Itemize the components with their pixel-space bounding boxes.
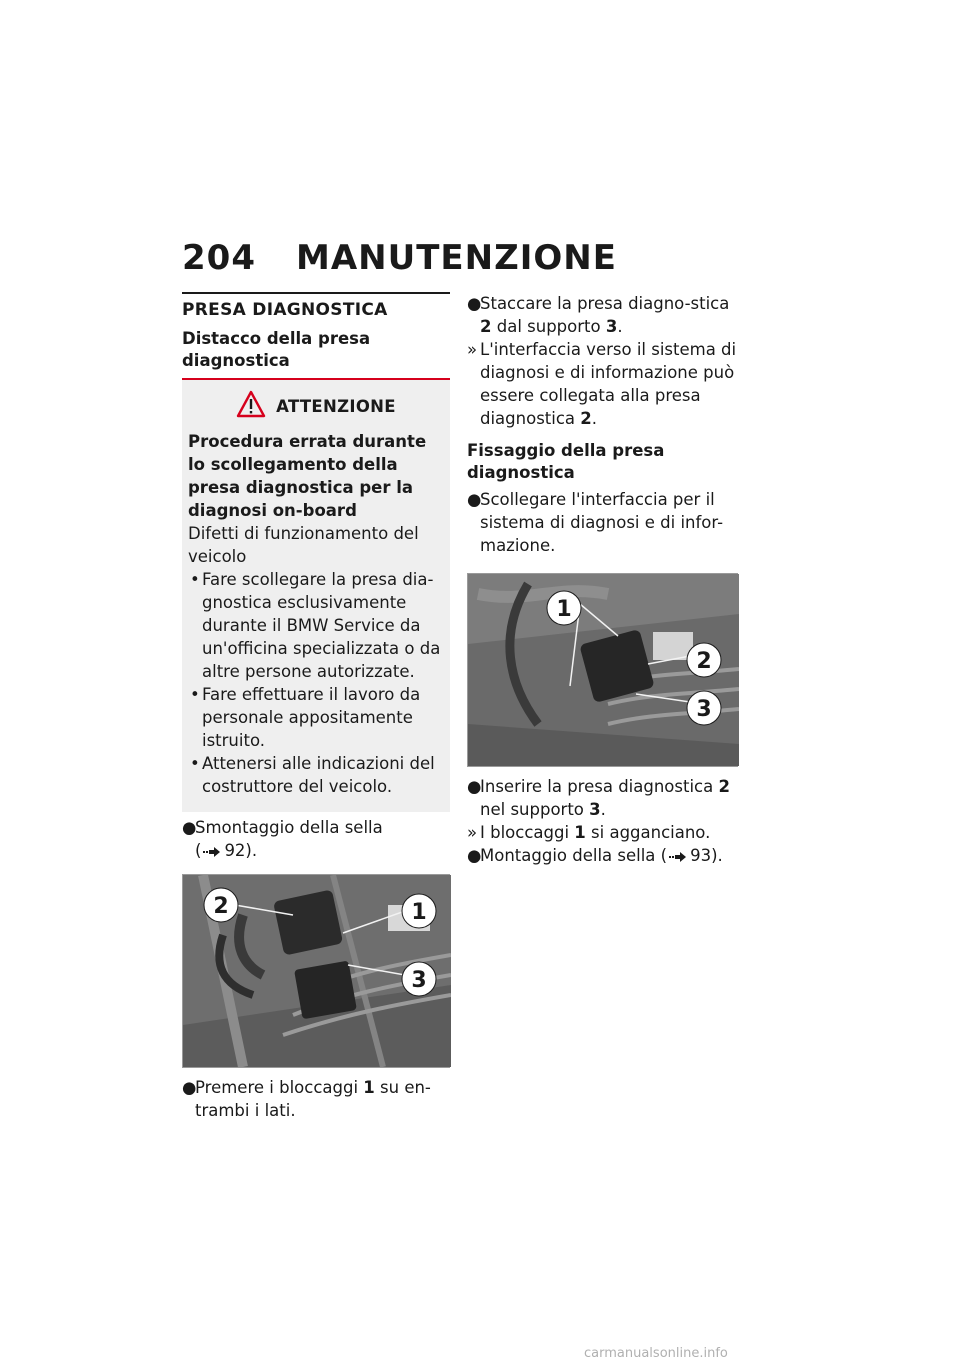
step-insert-connector [467, 775, 739, 821]
bullet-mark: ● [467, 777, 482, 796]
warning-title: ATTENZIONE [276, 396, 396, 416]
ref-number: 2 [480, 317, 492, 336]
bullet-mark: ● [182, 818, 197, 837]
page-number: 204 [182, 238, 256, 278]
step-text: I bloccaggi [480, 823, 575, 842]
warning-item: • Fare effettuare il lavoro da personale appositamente istruito. [188, 683, 444, 752]
warning-item: • Attenersi alle indicazioni del costruttore del veicolo. [188, 752, 444, 798]
watermark-text: carmanualsonline.info [584, 1346, 728, 1361]
subsection-title-detach: Distacco della presa diagnostica [182, 328, 450, 380]
step-text: nel supporto [480, 800, 590, 819]
page-reference-arrow-icon [669, 851, 687, 863]
warning-list [188, 568, 444, 798]
warning-box [182, 380, 450, 812]
step-seat-install [467, 844, 739, 867]
ref-number: 1 [363, 1078, 375, 1097]
photo-callout-label: 2 [213, 894, 229, 919]
section-title: PRESA DIAGNOSTICA [182, 292, 450, 320]
result-mark: » [467, 823, 478, 842]
step-text: Inserire la presa diagnostica [480, 777, 719, 796]
step-text: Staccare la presa diagno-stica [480, 294, 730, 313]
bullet-mark: ● [467, 294, 482, 313]
ref-number: 2 [718, 777, 730, 796]
photo-callout-label: 3 [411, 968, 427, 993]
steps-left-top [182, 816, 450, 862]
result-locks-engage [467, 821, 739, 844]
warning-triangle-icon [236, 390, 266, 422]
subsection-title-fix: Fissaggio della presa diagnostica [467, 441, 665, 482]
page-ref: 92). [224, 841, 258, 860]
photo-callout-label: 3 [696, 697, 712, 722]
steps-right-top [467, 292, 739, 430]
step-disconnect-interface [467, 488, 739, 557]
ref-number: 1 [574, 823, 586, 842]
step-text: . [617, 317, 623, 336]
page-header [182, 238, 617, 278]
photo-callout-label: 1 [556, 597, 572, 622]
warning-consequence: Difetti di funzionamento del veicolo [188, 524, 419, 566]
ref-number: 3 [605, 317, 618, 336]
bullet-mark: ● [467, 490, 482, 509]
warning-header [188, 390, 444, 422]
step-text: . [600, 800, 606, 819]
step-text: Scollegare l'interfaccia per il sistema di diagnosi e di infor-mazione. [480, 490, 724, 555]
bullet-mark: ● [467, 846, 482, 865]
result-interface [467, 338, 739, 430]
ref-number: 2 [580, 409, 592, 428]
page-ref: 93). [690, 846, 723, 865]
step-detach-connector [467, 292, 739, 338]
step-text: Premere i bloccaggi [195, 1078, 364, 1097]
step-text: si agganciano. [585, 823, 711, 842]
photo-detach-connector [182, 874, 450, 1068]
chapter-title: MANUTENZIONE [295, 238, 617, 278]
warning-item: • Fare scollegare la presa dia-gnostica esclusivamente durante il BMW Service da un'officina specializzata o da altre persone autorizzate. [188, 568, 444, 683]
page-reference-arrow-icon [203, 846, 221, 858]
warning-lead: Procedura errata durante lo scollegamento della presa diagnostica per la diagnosi on-board [188, 432, 427, 520]
result-mark: » [467, 340, 478, 359]
step-text: L'interfaccia verso il sistema di diagnosi e di informazione può essere collegata alla presa diagnostica [480, 340, 737, 428]
steps-right-mid [467, 488, 739, 557]
step-text: su en-trambi i lati. [195, 1078, 431, 1120]
step-seat-removal: ● Smontaggio della sella ( 92). [182, 818, 383, 860]
ref-number: 3 [589, 800, 601, 819]
photo-callout-label: 2 [696, 649, 712, 674]
left-column [182, 292, 450, 1122]
bullet-mark: ● [182, 1078, 197, 1097]
step-text: Montaggio della sella ( [480, 846, 668, 865]
step-text: dal supporto [491, 317, 606, 336]
step-text: Smontaggio della sella [195, 818, 383, 837]
step-press-locks [182, 1076, 450, 1122]
step-text: . [591, 409, 598, 428]
steps-left-bottom [182, 1076, 450, 1122]
steps-right-bottom [467, 775, 739, 867]
right-column [467, 292, 739, 867]
photo-callout-label: 1 [411, 900, 427, 925]
photo-fix-connector [467, 573, 738, 767]
